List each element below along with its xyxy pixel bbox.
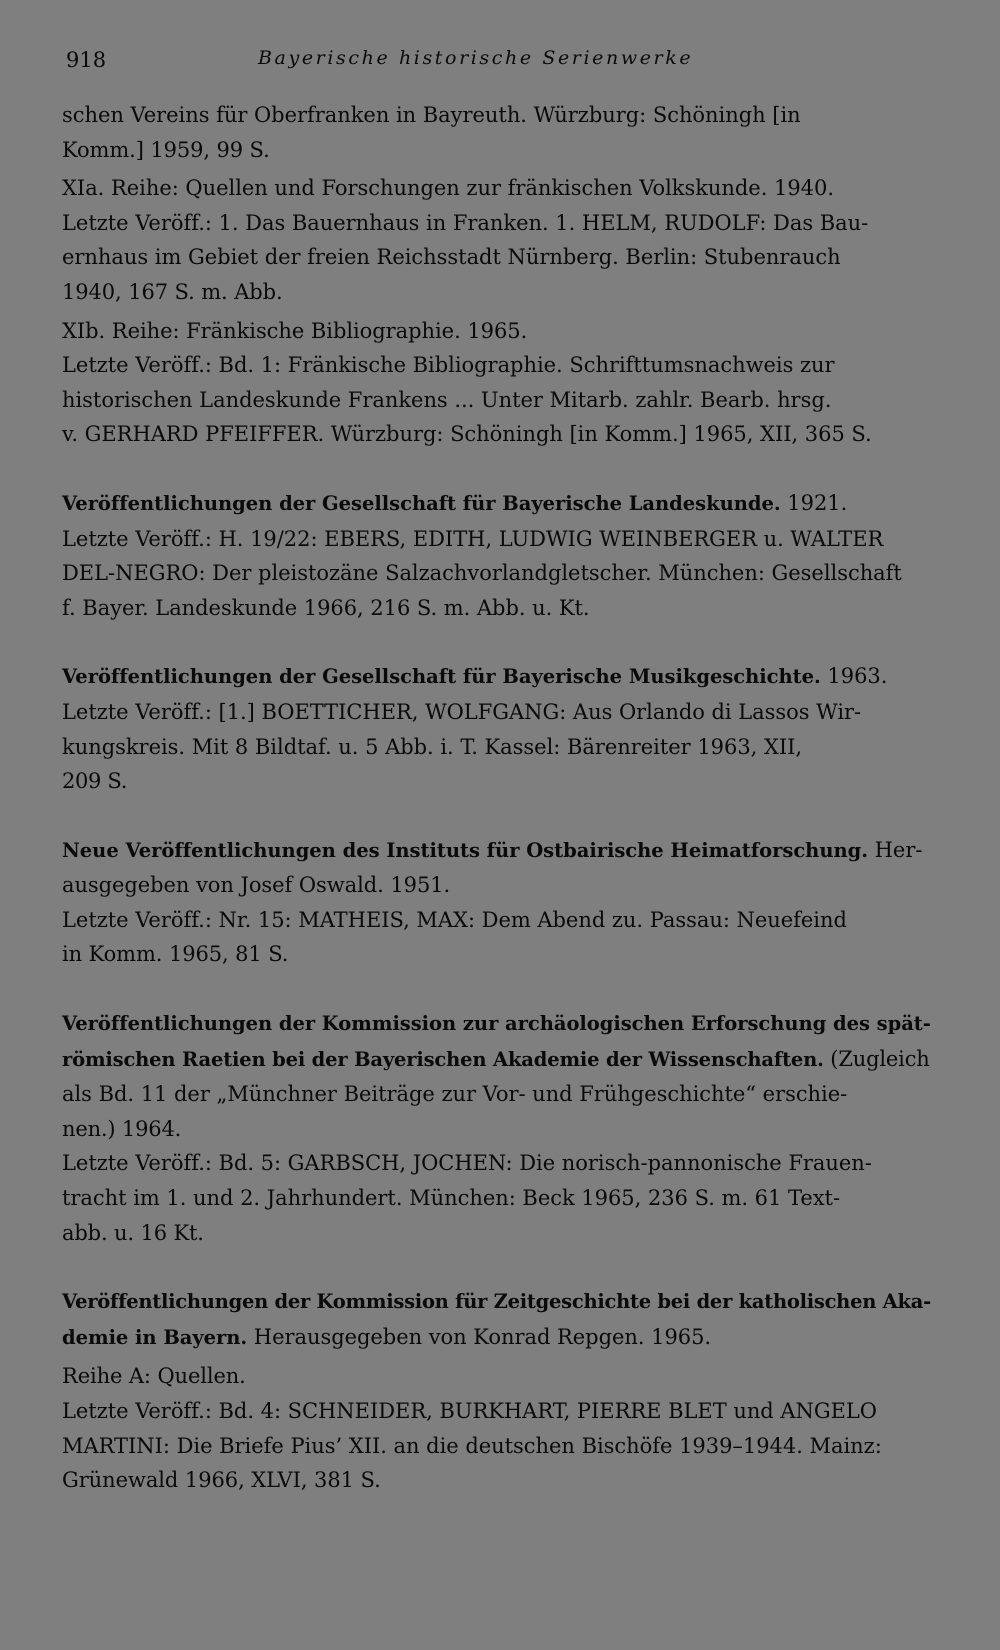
- section-landeskunde: [62, 486, 932, 625]
- text-line: nen.) 1964.: [62, 1116, 182, 1141]
- text-line: Letzte Veröff.: H. 19/22: EBERS, EDITH, LUDWIG WEINBERGER u. WALTER: [62, 526, 884, 551]
- text-line: 209 S.: [62, 769, 128, 794]
- text-line: DEL-NEGRO: Der pleistozäne Salzachvorlandgletscher. München: Gesellschaft: [62, 561, 902, 586]
- series-entry-xia: [62, 171, 932, 309]
- text-line: Grünewald 1966, XLVI, 381 S.: [62, 1468, 381, 1493]
- text-line: 1940, 167 S. m. Abb.: [62, 279, 283, 304]
- page-header: [62, 42, 932, 82]
- text-line: Komm.] 1959, 99 S.: [62, 137, 270, 162]
- text-line: f. Bayer. Landeskunde 1966, 216 S. m. Abb. u. Kt.: [62, 595, 590, 620]
- text-line: v. GERHARD PFEIFFER. Würzburg: Schöningh [in Komm.] 1965, XII, 365 S.: [62, 422, 872, 447]
- text-line: Reihe A: Quellen.: [62, 1364, 246, 1389]
- text-line: kungskreis. Mit 8 Bildtaf. u. 5 Abb. i. T. Kassel: Bärenreiter 1963, XII,: [62, 734, 803, 759]
- text-line: XIb. Reihe: Fränkische Bibliographie. 1965.: [62, 318, 528, 343]
- text-line: tracht im 1. und 2. Jahrhundert. München: Beck 1965, 236 S. m. 61 Text-: [62, 1186, 841, 1211]
- text-line: historischen Landeskunde Frankens ... Unter Mitarb. zahlr. Bearb. hrsg.: [62, 387, 832, 412]
- text-line: ernhaus im Gebiet der freien Reichsstadt Nürnberg. Berlin: Stubenrauch: [62, 245, 841, 270]
- text-line: Letzte Veröff.: Bd. 5: GARBSCH, JOCHEN: Die norisch-pannonische Frauen-: [62, 1151, 872, 1176]
- text-line: als Bd. 11 der „Münchner Beiträge zur Vor- und Frühgeschichte“ erschie-: [62, 1082, 848, 1107]
- page-number: 918: [66, 48, 107, 72]
- text-line: in Komm. 1965, 81 S.: [62, 942, 289, 967]
- section-title: demie in Bayern. Herausgegeben von Konrad Repgen. 1965.: [62, 1324, 712, 1349]
- text-line: Letzte Veröff.: Bd. 1: Fränkische Bibliographie. Schrifttumsnachweis zur: [62, 353, 835, 378]
- text-line: ausgegeben von Josef Oswald. 1951.: [62, 873, 451, 898]
- series-entry-xib: [62, 314, 932, 452]
- section-title: Veröffentlichungen der Kommission zur archäologischen Erforschung des spät-: [62, 1012, 931, 1036]
- document-page: [62, 42, 932, 1498]
- section-title: Veröffentlichungen der Gesellschaft für Bayerische Musikgeschichte. 1963.: [62, 664, 888, 689]
- text-line: Letzte Veröff.: [1.] BOETTICHER, WOLFGANG: Aus Orlando di Lassos Wir-: [62, 699, 862, 724]
- page-body: [62, 98, 932, 1498]
- text-line: Letzte Veröff.: Nr. 15: MATHEIS, MAX: Dem Abend zu. Passau: Neuefeind: [62, 907, 847, 932]
- text-line: abb. u. 16 Kt.: [62, 1220, 204, 1245]
- text-line: schen Vereins für Oberfranken in Bayreuth. Würzburg: Schöningh [in: [62, 103, 801, 127]
- section-raetien: [62, 1006, 932, 1250]
- section-title: Veröffentlichungen der Gesellschaft für Bayerische Landeskunde. 1921.: [62, 490, 848, 515]
- running-head: Bayerische historische Serienwerke: [258, 47, 694, 69]
- text-line: Letzte Veröff.: Bd. 4: SCHNEIDER, BURKHART, PIERRE BLET und ANGELO: [62, 1399, 877, 1423]
- section-ostbairische-heimatforschung: [62, 833, 932, 972]
- text-line: Letzte Veröff.: 1. Das Bauernhaus in Franken. 1. HELM, RUDOLF: Das Bau-: [62, 210, 869, 235]
- section-musikgeschichte: [62, 659, 932, 798]
- text-line: XIa. Reihe: Quellen und Forschungen zur fränkischen Volkskunde. 1940.: [62, 176, 834, 201]
- section-title: römischen Raetien bei der Bayerischen Akademie der Wissenschaften. (Zugleich: [62, 1046, 930, 1071]
- section-zeitgeschichte: [62, 1284, 932, 1498]
- entry-continuation: [62, 98, 932, 167]
- text-line: MARTINI: Die Briefe Pius’ XII. an die deutschen Bischöfe 1939–1944. Mainz:: [62, 1433, 882, 1458]
- section-title: Neue Veröffentlichungen des Instituts für Ostbairische Heimatforschung. Her-: [62, 837, 923, 862]
- section-title: Veröffentlichungen der Kommission für Zeitgeschichte bei der katholischen Aka-: [62, 1290, 931, 1314]
